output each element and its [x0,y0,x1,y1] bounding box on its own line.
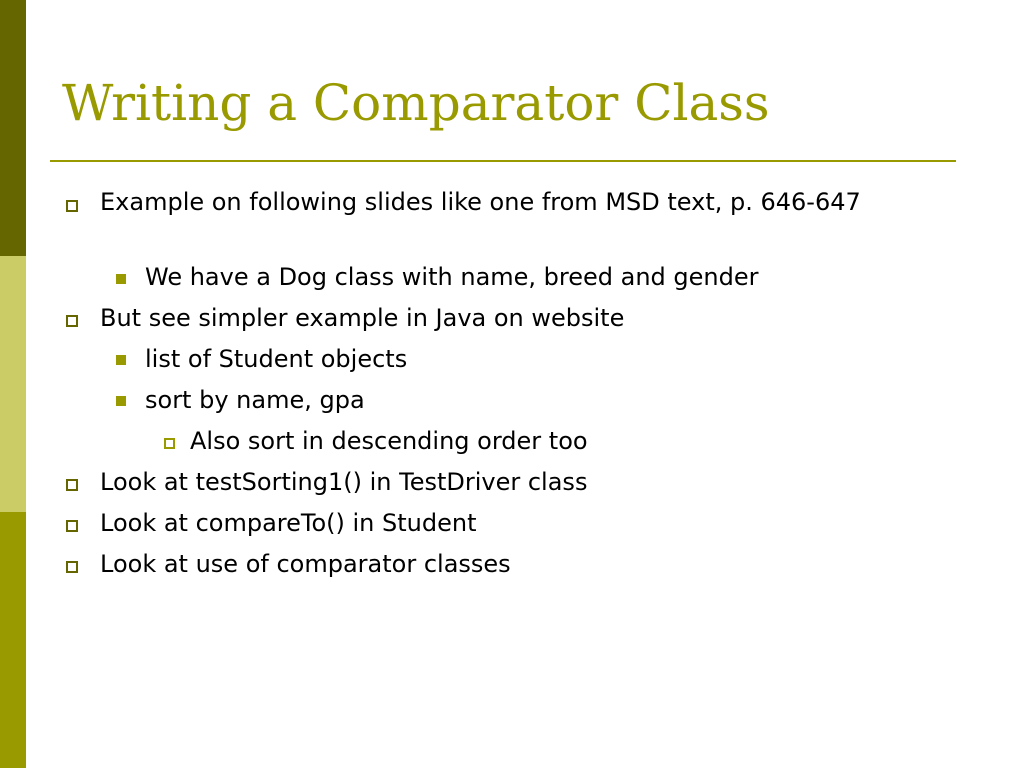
small-hollow-square-bullet-icon [164,438,175,449]
bullet-item: We have a Dog class with name, breed and gender [145,263,759,291]
bullet-item: Also sort in descending order too [190,427,588,455]
hollow-square-bullet-icon [66,520,78,532]
bullet-item: Look at testSorting1() in TestDriver class [100,468,588,496]
hollow-square-bullet-icon [66,315,78,327]
hollow-square-bullet-icon [66,561,78,573]
hollow-square-bullet-icon [66,200,78,212]
bullet-item: Look at use of comparator classes [100,550,511,578]
slide-title: Writing a Comparator Class [62,74,770,132]
filled-square-bullet-icon [116,355,126,365]
bullet-item: Example on following slides like one from MSD text, p. 646-647 [100,188,861,216]
filled-square-bullet-icon [116,396,126,406]
hollow-square-bullet-icon [66,479,78,491]
filled-square-bullet-icon [116,274,126,284]
bullet-item: Look at compareTo() in Student [100,509,477,537]
bullet-item: But see simpler example in Java on website [100,304,625,332]
bullet-item: sort by name, gpa [145,386,365,414]
bullet-item: list of Student objects [145,345,408,373]
